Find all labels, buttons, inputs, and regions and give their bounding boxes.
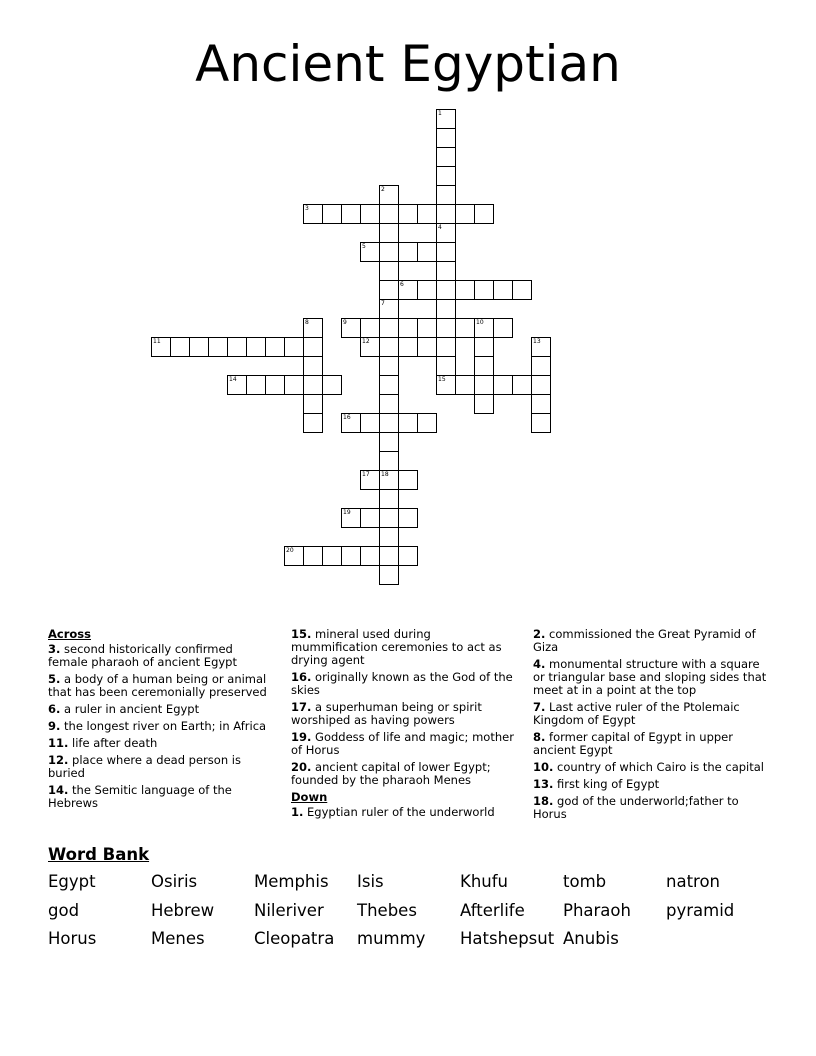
word-bank-item: Menes: [151, 929, 205, 948]
clue-across-9: 9. the longest river on Earth; in Africa: [48, 719, 267, 733]
word-bank-item: Anubis: [563, 929, 619, 948]
crossword-cell[interactable]: [379, 280, 399, 300]
crossword-cell[interactable]: [341, 546, 361, 566]
crossword-cell[interactable]: [379, 413, 399, 433]
crossword-cell[interactable]: [322, 375, 342, 395]
crossword-cell[interactable]: [398, 318, 418, 338]
clues-column-1: [48, 628, 273, 814]
clue-across-17: 17. a superhuman being or spirit worshiped as having powers: [291, 700, 482, 727]
word-bank-item: Thebes: [357, 900, 417, 920]
cell-number: 8: [305, 319, 309, 326]
word-bank-item: natron: [666, 872, 721, 891]
crossword-cell[interactable]: [265, 375, 285, 395]
clue-across-14: 14. the Semitic language of the Hebrews: [48, 783, 232, 810]
crossword-cell[interactable]: [341, 413, 361, 433]
cell-number: 6: [400, 281, 404, 288]
word-bank-item: pyramid: [666, 900, 735, 920]
cell-number: 17: [362, 471, 370, 478]
clue-across-11: 11. life after death: [48, 736, 158, 750]
crossword-cell[interactable]: [379, 337, 399, 357]
clue-down-13: 13. first king of Egypt: [533, 777, 660, 791]
word-bank-item: Afterlife: [460, 900, 525, 920]
word-bank-item: Cleopatra: [254, 929, 335, 948]
crossword-cell[interactable]: [379, 470, 399, 490]
crossword-cell[interactable]: [303, 356, 323, 376]
clue-across-15: 15. mineral used during mummification ceremonies to act as drying agent: [291, 627, 502, 667]
cell-number: 1: [438, 110, 442, 117]
crossword-cell[interactable]: [379, 432, 399, 452]
crossword-cell[interactable]: [379, 489, 399, 509]
crossword-cell[interactable]: [493, 318, 513, 338]
crossword-cell[interactable]: [493, 375, 513, 395]
clue-across-20: 20. ancient capital of lower Egypt; founded by the pharaoh Menes: [291, 760, 491, 787]
crossword-cell[interactable]: [360, 470, 380, 490]
crossword-cell[interactable]: [417, 204, 437, 224]
crossword-cell[interactable]: [303, 413, 323, 433]
crossword-cell[interactable]: [379, 451, 399, 471]
crossword-cell[interactable]: [398, 508, 418, 528]
clue-down-8: 8. former capital of Egypt in upper ancient Egypt: [533, 730, 733, 757]
crossword-cell[interactable]: [341, 204, 361, 224]
crossword-cell[interactable]: [436, 375, 456, 395]
cell-number: 4: [438, 224, 442, 231]
word-bank-item: mummy: [357, 929, 426, 948]
crossword-cell[interactable]: [398, 470, 418, 490]
crossword-cell[interactable]: [379, 185, 399, 205]
word-bank-item: tomb: [563, 872, 607, 891]
crossword-cell[interactable]: [436, 109, 456, 129]
crossword-cell[interactable]: [379, 546, 399, 566]
crossword-cell[interactable]: [360, 337, 380, 357]
crossword-cell[interactable]: [360, 508, 380, 528]
crossword-cell[interactable]: [379, 527, 399, 547]
cell-number: 20: [286, 547, 294, 554]
cell-number: 19: [343, 509, 351, 516]
crossword-cell[interactable]: [474, 280, 494, 300]
crossword-cell[interactable]: [436, 185, 456, 205]
crossword-cell[interactable]: [246, 337, 266, 357]
clue-down-10: 10. country of which Cairo is the capital: [533, 760, 764, 774]
crossword-cell[interactable]: [436, 166, 456, 186]
crossword-cell[interactable]: [341, 508, 361, 528]
word-bank-title: Word Bank: [48, 845, 150, 864]
crossword-cell[interactable]: [303, 546, 323, 566]
crossword-cell[interactable]: [531, 413, 551, 433]
crossword-cell[interactable]: [360, 204, 380, 224]
crossword-cell[interactable]: [398, 337, 418, 357]
crossword-cell[interactable]: [512, 280, 532, 300]
crossword-cell[interactable]: [398, 280, 418, 300]
crossword-cell[interactable]: [398, 413, 418, 433]
crossword-cell[interactable]: [436, 356, 456, 376]
clue-down-7: 7. Last active ruler of the Ptolemaic Kingdom of Egypt: [533, 700, 740, 727]
clues-column-2: [291, 628, 521, 823]
crossword-cell[interactable]: [360, 318, 380, 338]
cell-number: 3: [305, 205, 309, 212]
cell-number: 10: [476, 319, 484, 326]
crossword-cell[interactable]: [417, 280, 437, 300]
cell-number: 15: [438, 376, 446, 383]
cell-number: 2: [381, 186, 385, 193]
crossword-cell[interactable]: [170, 337, 190, 357]
puzzle-title: Ancient Egyptian: [195, 35, 621, 93]
clue-across-5: 5. a body of a human being or animal that has been ceremonially preserved: [48, 672, 267, 699]
crossword-cell[interactable]: [417, 337, 437, 357]
crossword-cell[interactable]: [284, 337, 304, 357]
cell-number: 14: [229, 376, 237, 383]
word-bank-item: Pharaoh: [563, 900, 631, 920]
crossword-cell[interactable]: [284, 546, 304, 566]
cell-number: 11: [153, 338, 161, 345]
clue-across-6: 6. a ruler in ancient Egypt: [48, 702, 200, 716]
crossword-cell[interactable]: [265, 337, 285, 357]
crossword-cell[interactable]: [474, 318, 494, 338]
crossword-cell[interactable]: [322, 204, 342, 224]
crossword-cell[interactable]: [360, 242, 380, 262]
crossword-cell[interactable]: [379, 508, 399, 528]
crossword-cell[interactable]: [379, 565, 399, 585]
clue-down-18: 18. god of the underworld;father to Horus: [533, 794, 739, 821]
word-bank-item: Hatshepsut: [460, 929, 555, 948]
crossword-cell[interactable]: [474, 356, 494, 376]
crossword-cell[interactable]: [474, 375, 494, 395]
crossword-cell[interactable]: [227, 337, 247, 357]
crossword-cell[interactable]: [379, 299, 399, 319]
crossword-cell[interactable]: [436, 147, 456, 167]
crossword-cell[interactable]: [379, 375, 399, 395]
crossword-cell[interactable]: [436, 318, 456, 338]
word-bank-item: Memphis: [254, 872, 329, 891]
crossword-cell[interactable]: [227, 375, 247, 395]
cell-number: 18: [381, 471, 389, 478]
crossword-cell[interactable]: [379, 318, 399, 338]
word-bank-item: Hebrew: [151, 900, 215, 920]
crossword-cell[interactable]: [303, 204, 323, 224]
clue-down-4: 4. monumental structure with a square or triangular base and sloping sides that meet at in a point at the top: [533, 657, 767, 697]
crossword-cell[interactable]: [398, 204, 418, 224]
cell-number: 16: [343, 414, 351, 421]
crossword-cell[interactable]: [417, 413, 437, 433]
crossword-cell[interactable]: [379, 223, 399, 243]
clue-down-1: 1. Egyptian ruler of the underworld: [291, 805, 495, 819]
crossword-cell[interactable]: [379, 242, 399, 262]
clue-across-12: 12. place where a dead person is buried: [48, 753, 241, 780]
crossword-cell[interactable]: [436, 280, 456, 300]
crossword-cell[interactable]: [398, 242, 418, 262]
cell-number: 7: [381, 300, 385, 307]
word-bank-item: Horus: [48, 929, 97, 948]
cell-number: 9: [343, 319, 347, 326]
word-bank-item: Osiris: [151, 872, 198, 891]
word-bank-item: Egypt: [48, 872, 96, 891]
crossword-cell[interactable]: [417, 318, 437, 338]
crossword-cell[interactable]: [455, 375, 475, 395]
clues-column-3: [533, 628, 769, 825]
crossword-cell[interactable]: [455, 318, 475, 338]
crossword-cell[interactable]: [151, 337, 171, 357]
cell-number: 13: [533, 338, 541, 345]
crossword-cell[interactable]: [531, 375, 551, 395]
crossword-cell[interactable]: [531, 356, 551, 376]
crossword-cell[interactable]: [379, 356, 399, 376]
crossword-cell[interactable]: [303, 394, 323, 414]
crossword-cell[interactable]: [303, 375, 323, 395]
crossword-cell[interactable]: [303, 337, 323, 357]
clue-across-3: 3. second historically confirmed female pharaoh of ancient Egypt: [48, 642, 237, 669]
crossword-cell[interactable]: [455, 204, 475, 224]
crossword-cell[interactable]: [284, 375, 304, 395]
crossword-cell[interactable]: [322, 546, 342, 566]
crossword-cell[interactable]: [455, 280, 475, 300]
clue-across-16: 16. originally known as the God of the skies: [291, 670, 513, 697]
crossword-cell[interactable]: [436, 128, 456, 148]
crossword-cell[interactable]: [531, 337, 551, 357]
crossword-cell[interactable]: [531, 394, 551, 414]
word-bank-item: Nileriver: [254, 900, 324, 920]
down-heading: Down: [291, 790, 328, 804]
crossword-cell[interactable]: [398, 546, 418, 566]
crossword-cell[interactable]: [303, 318, 323, 338]
crossword-cell[interactable]: [341, 318, 361, 338]
clue-across-19: 19. Goddess of life and magic; mother of Horus: [291, 730, 514, 757]
clue-down-2: 2. commissioned the Great Pyramid of Giza: [533, 627, 756, 654]
crossword-cell[interactable]: [436, 299, 456, 319]
crossword-cell[interactable]: [417, 242, 437, 262]
crossword-cell[interactable]: [436, 204, 456, 224]
crossword-cell[interactable]: [208, 337, 228, 357]
crossword-cell[interactable]: [474, 204, 494, 224]
crossword-cell[interactable]: [436, 223, 456, 243]
crossword-cell[interactable]: [512, 375, 532, 395]
crossword-cell[interactable]: [246, 375, 266, 395]
crossword-cell[interactable]: [360, 546, 380, 566]
crossword-cell[interactable]: [474, 337, 494, 357]
cell-number: 5: [362, 243, 366, 250]
crossword-cell[interactable]: [360, 413, 380, 433]
word-bank-item: Isis: [357, 872, 384, 891]
crossword-cell[interactable]: [436, 242, 456, 262]
word-bank-item: god: [48, 900, 80, 920]
crossword-cell[interactable]: [436, 261, 456, 281]
cell-number: 12: [362, 338, 370, 345]
across-heading: Across: [48, 627, 91, 641]
word-bank-item: Khufu: [460, 872, 509, 891]
crossword-cell[interactable]: [436, 337, 456, 357]
crossword-cell[interactable]: [189, 337, 209, 357]
crossword-cell[interactable]: [493, 280, 513, 300]
crossword-cell[interactable]: [474, 394, 494, 414]
crossword-cell[interactable]: [379, 261, 399, 281]
crossword-cell[interactable]: [379, 394, 399, 414]
crossword-cell[interactable]: [379, 204, 399, 224]
